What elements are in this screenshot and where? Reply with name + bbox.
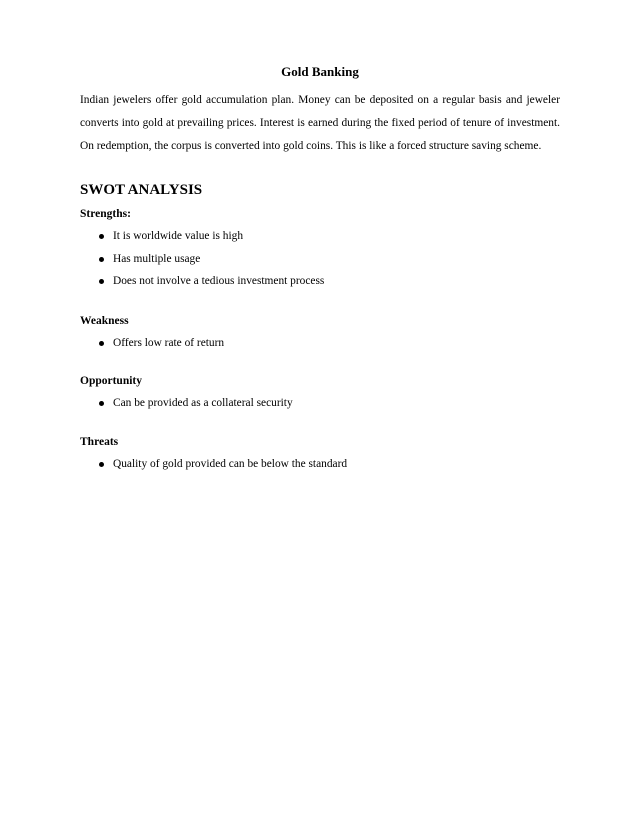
weakness-section bbox=[80, 314, 560, 355]
list-item-text: Offers low rate of return bbox=[113, 336, 225, 349]
opportunity-list bbox=[80, 392, 560, 415]
threats-list bbox=[80, 453, 560, 476]
list-item-text: Can be provided as a collateral security bbox=[113, 397, 293, 409]
swot-heading: SWOT ANALYSIS bbox=[80, 182, 203, 198]
weakness-list bbox=[80, 332, 560, 355]
document-title: Gold Banking bbox=[281, 64, 359, 79]
document-page bbox=[80, 64, 560, 475]
list-item-text: It is worldwide value is high bbox=[113, 230, 244, 242]
list-item-text: Quality of gold provided can be below the standard bbox=[113, 457, 348, 470]
opportunity-heading: Opportunity bbox=[80, 375, 142, 387]
opportunity-section bbox=[80, 374, 560, 415]
list-item-text: Has multiple usage bbox=[113, 252, 201, 265]
bullet-icon bbox=[99, 462, 104, 467]
threats-section bbox=[80, 435, 560, 476]
bullet-icon bbox=[99, 257, 104, 262]
list-item bbox=[80, 225, 560, 248]
bullet-icon bbox=[99, 341, 104, 346]
bullet-icon bbox=[99, 234, 104, 239]
strengths-list bbox=[80, 225, 560, 293]
bullet-icon bbox=[99, 279, 104, 284]
threats-heading: Threats bbox=[80, 435, 119, 448]
list-item bbox=[80, 453, 560, 476]
weakness-heading: Weakness bbox=[80, 314, 129, 327]
intro-paragraph: Indian jewelers offer gold accumulation plan. Money can be deposited on a regular basis and jeweler converts into gold at prevailing prices. Interest is earned during the fixed period of tenure of investment. On redemption, the corpus is converted into gold coins. This is like a forced structure saving scheme. bbox=[80, 94, 560, 152]
list-item bbox=[80, 248, 560, 271]
strengths-section bbox=[80, 207, 560, 293]
strengths-heading: Strengths: bbox=[80, 208, 131, 220]
list-item bbox=[80, 332, 560, 355]
bullet-icon bbox=[99, 401, 104, 406]
list-item bbox=[80, 270, 560, 293]
list-item-text: Does not involve a tedious investment process bbox=[113, 275, 325, 287]
list-item bbox=[80, 392, 560, 415]
